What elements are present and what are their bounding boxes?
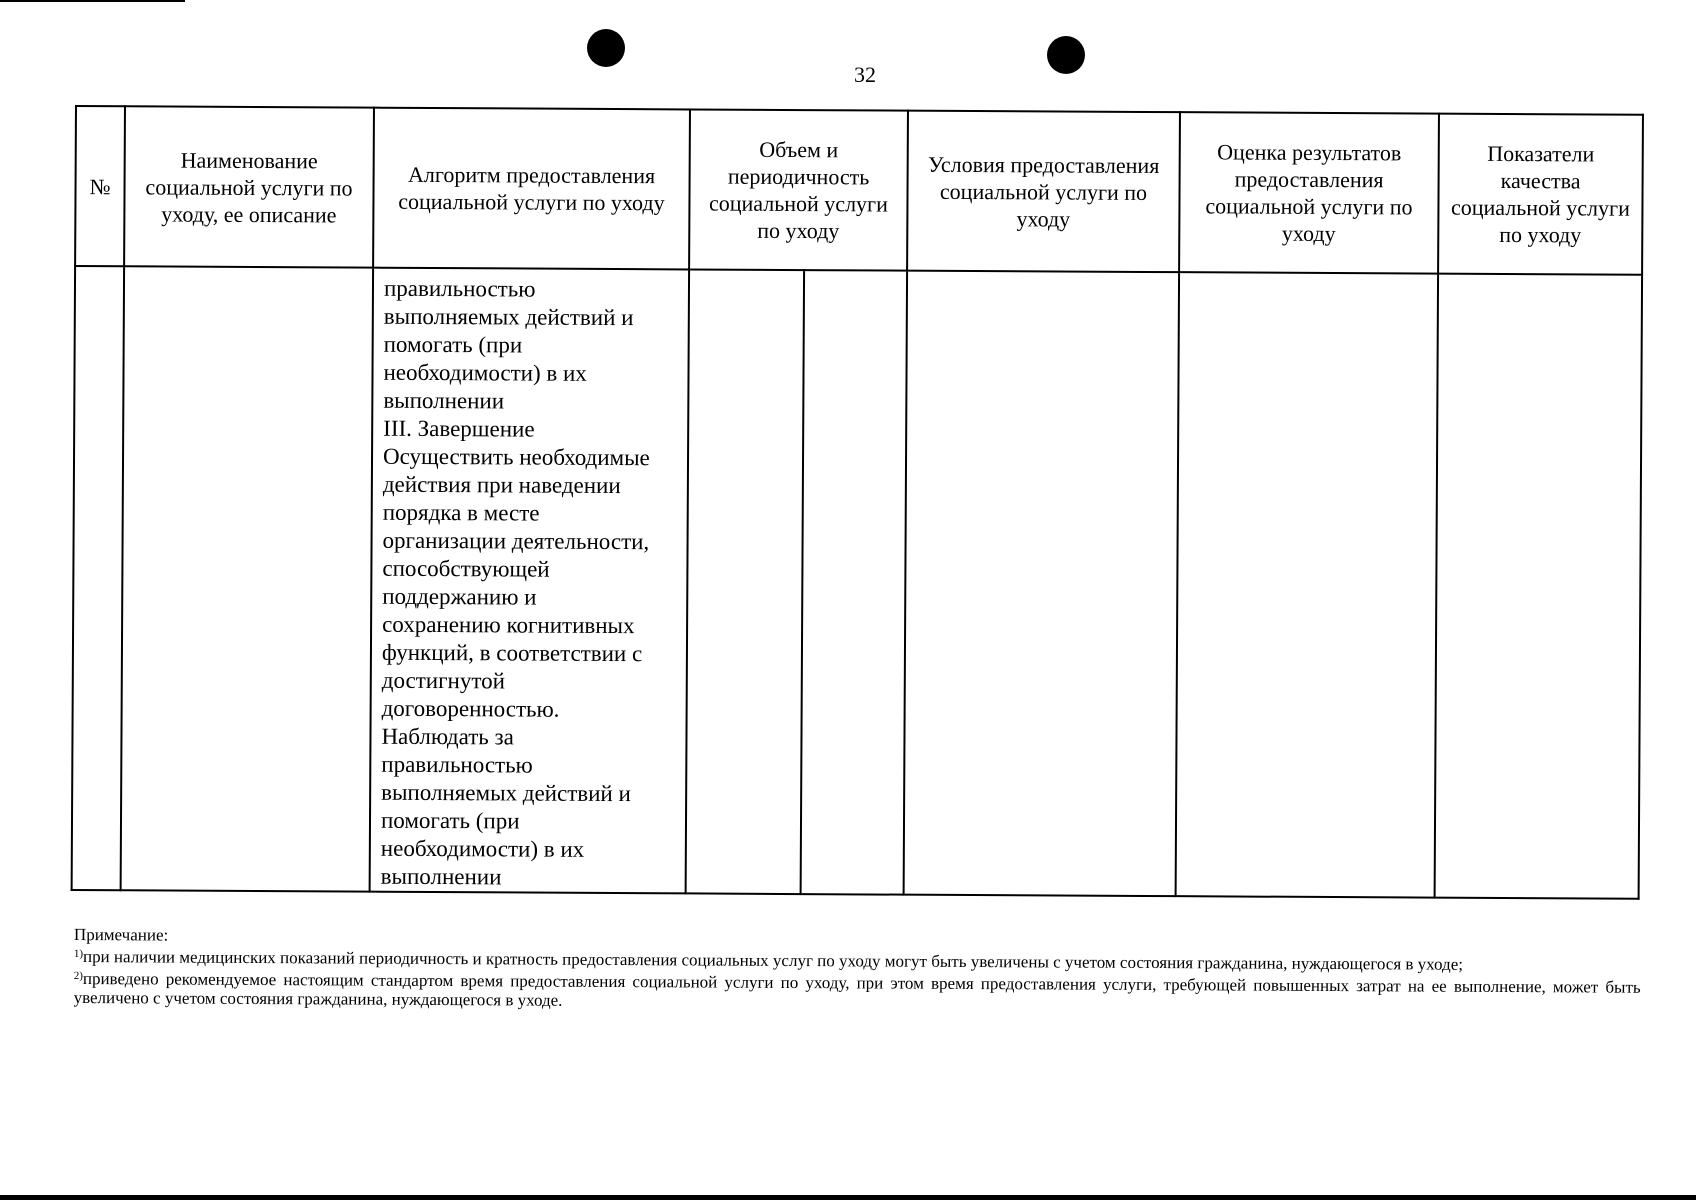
scan-edge-top (0, 0, 185, 2)
cell-conditions (904, 271, 1179, 897)
cell-quality-indicators (1435, 274, 1642, 899)
algorithm-line: действия при наведении (382, 471, 621, 499)
algorithm-line: порядка в месте (382, 499, 540, 526)
algorithm-line: выполняемых действий и (383, 303, 634, 331)
note-item-2 (74, 969, 1641, 1016)
scan-edge-bottom (0, 1195, 1696, 1200)
header-algorithm: Алгоритм предоставления социальной услуги по уходу (373, 108, 690, 270)
header-conditions: Условия предоставления социальной услуги по уходу (907, 111, 1180, 273)
algorithm-line: помогать (при (383, 331, 523, 358)
algorithm-line: Наблюдать за (381, 723, 514, 750)
algorithm-line: поддержанию и (382, 583, 537, 610)
header-number: № (75, 106, 125, 266)
note-marker-2: 2) (73, 969, 83, 983)
algorithm-line: необходимости) в их (380, 835, 585, 862)
algorithm-text (371, 269, 688, 893)
algorithm-line: III. Завершение (383, 415, 535, 442)
cell-number (72, 266, 124, 890)
algorithm-line: достигнутой (381, 667, 506, 694)
algorithm-line: функций, в соответствии с (381, 639, 643, 667)
algorithm-line: правильностью (381, 751, 533, 778)
table-row (72, 266, 1642, 899)
algorithm-line: организации деятельности, (382, 527, 650, 555)
algorithm-line: договоренностью. (381, 695, 560, 722)
standard-table (71, 105, 1644, 900)
header-quality-indicators: Показатели качества социальной услуги по уходу (1438, 114, 1643, 275)
algorithm-line: Осуществить необходимые (382, 443, 650, 471)
note-text-2: приведено рекомендуемое настоящим стандартом время предоставления социальной услуги по уходу, при этом время предоставления услуги, требующей повышенных затрат на ее выполнение, может быть увеличено с учетом состояния гражданина, нуждающегося в уходе. (73, 969, 1641, 1010)
algorithm-line: правильностью (383, 275, 536, 302)
algorithm-line: выполняемых действий и (381, 779, 631, 807)
cell-service-name (121, 266, 373, 891)
header-volume-periodicity: Объем и периодичность социальной услуги по уходу (689, 109, 908, 270)
note-text-1: при наличии медицинских показаний периодичность и кратность предоставления социальных услуг по уходу могут быть увеличены с учетом состояния гражданина, нуждающегося в уходе; (82, 947, 1464, 974)
notes-section (74, 925, 1641, 1019)
note-marker-1: 1) (73, 947, 84, 961)
notes-title: Примечание: (73, 925, 169, 945)
header-service-name: Наименование социальной услуги по уходу, ее описание (124, 106, 374, 267)
cell-algorithm (370, 268, 689, 894)
header-result-evaluation: Оценка результатов предоставления социальной услуги по уходу (1179, 112, 1439, 273)
cell-volume (686, 269, 804, 894)
cell-result-evaluation (1176, 272, 1438, 897)
algorithm-line: способствующей (382, 555, 550, 582)
page-number: 32 (854, 62, 876, 87)
cell-periodicity (801, 270, 907, 895)
algorithm-line: выполнении (380, 863, 502, 890)
algorithm-line: сохранению когнитивных (382, 611, 635, 639)
table-header-row (75, 106, 1643, 275)
algorithm-line: выполнении (383, 387, 505, 414)
standard-table-container (71, 105, 1642, 900)
algorithm-line: помогать (при (380, 807, 520, 834)
algorithm-line: необходимости) в их (383, 359, 587, 386)
